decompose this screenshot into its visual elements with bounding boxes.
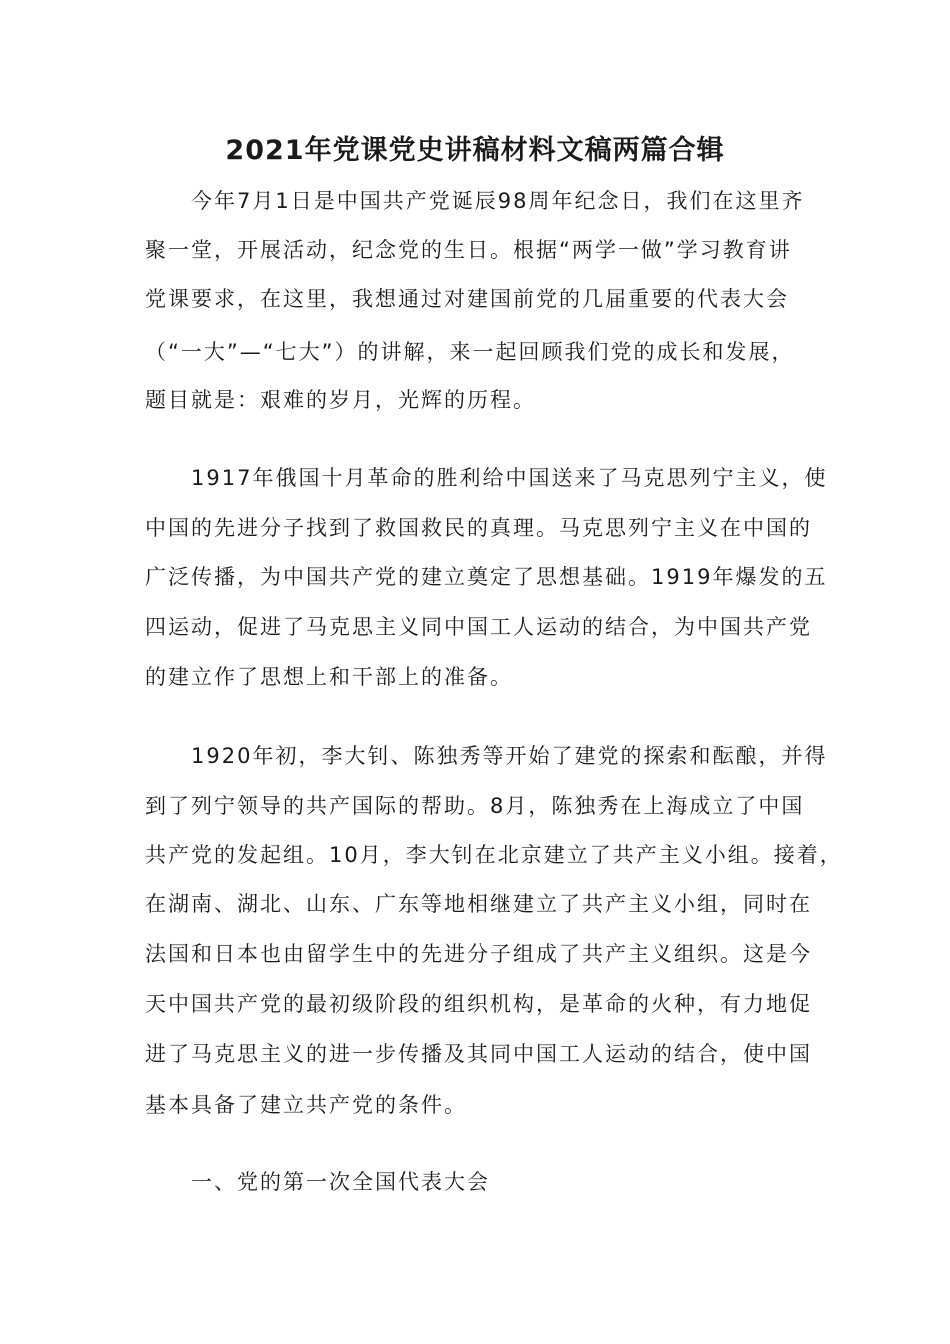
paragraph-1-line-1: 今年7月1日是中国共产党诞辰98周年纪念日，我们在这里齐 <box>145 189 805 213</box>
paragraph-2-line-1: 1917年俄国十月革命的胜利给中国送来了马克思列宁主义，使 <box>145 466 828 490</box>
section-heading-1: 一、党的第一次全国代表大会 <box>145 1170 490 1194</box>
paragraph-2-line-2: 中国的先进分子找到了救国救民的真理。马克思列宁主义在中国的 <box>145 516 812 540</box>
paragraph-1-line-2: 聚一堂，开展活动，纪念党的生日。根据“两学一做”学习教育讲 <box>145 238 792 262</box>
paragraph-3-line-4: 在湖南、湖北、山东、广东等地相继建立了共产主义小组，同时在 <box>145 892 812 916</box>
document-title: 2021年党课党史讲稿材料文稿两篇合辑 <box>225 135 725 166</box>
paragraph-3-line-2: 到了列宁领导的共产国际的帮助。8月，陈独秀在上海成立了中国 <box>145 794 805 818</box>
paragraph-1-line-5: 题目就是：艰难的岁月，光辉的历程。 <box>145 388 536 412</box>
paragraph-3-line-7: 进了马克思主义的进一步传播及其同中国工人运动的结合，使中国 <box>145 1042 812 1066</box>
paragraph-2-line-3: 广泛传播，为中国共产党的建立奠定了思想基础。1919年爆发的五 <box>145 565 828 589</box>
paragraph-3-line-3: 共产党的发起组。10月，李大钊在北京建立了共产主义小组。接着， <box>145 843 843 867</box>
paragraph-2-line-4: 四运动，促进了马克思主义同中国工人运动的结合，为中国共产党 <box>145 615 812 639</box>
paragraph-2-line-5: 的建立作了思想上和干部上的准备。 <box>145 665 513 689</box>
paragraph-1-line-4: （“一大”—“七大”）的讲解，来一起回顾我们党的成长和发展， <box>145 340 795 364</box>
paragraph-3-line-8: 基本具备了建立共产党的条件。 <box>145 1093 467 1117</box>
paragraph-3-line-5: 法国和日本也由留学生中的先进分子组成了共产主义组织。这是今 <box>145 942 812 966</box>
paragraph-1-line-3: 党课要求，在这里，我想通过对建国前党的几届重要的代表大会 <box>145 287 789 311</box>
paragraph-3-line-6: 天中国共产党的最初级阶段的组织机构，是革命的火种，有力地促 <box>145 992 812 1016</box>
paragraph-3-line-1: 1920年初，李大钊、陈独秀等开始了建党的探索和酝酿，并得 <box>145 744 828 768</box>
